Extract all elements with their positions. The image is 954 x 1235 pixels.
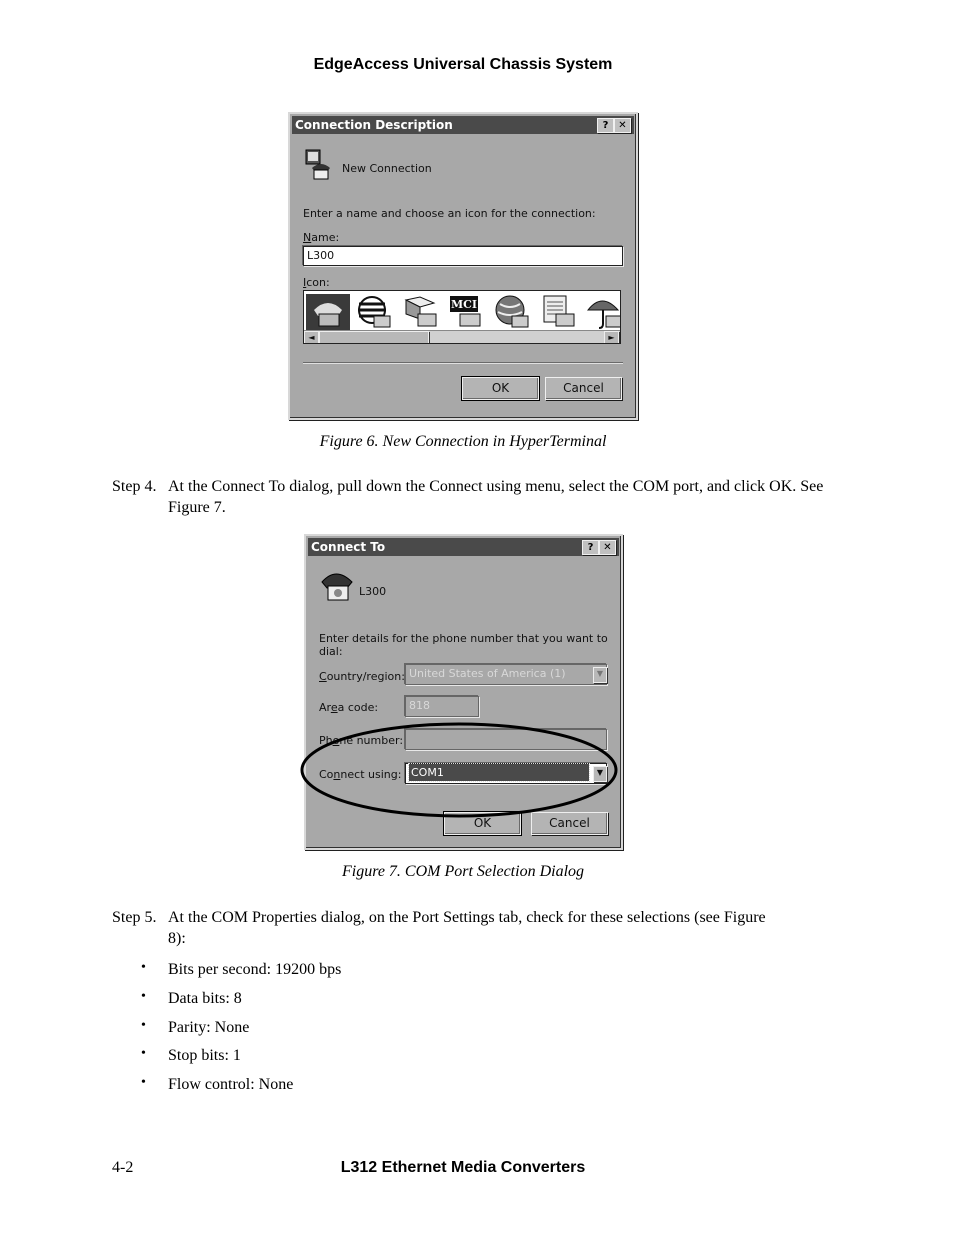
chevron-down-icon[interactable]: ▼ (593, 667, 607, 683)
step-4-text: At the Connect To dialog, pull down the Connect using menu, select the COM port, and click OK. See Figure 7. (168, 478, 824, 516)
separator-line (303, 362, 623, 364)
step-5-number: Step 5. (112, 909, 157, 926)
footer-title: L312 Ethernet Media Converters (340, 1159, 586, 1176)
scroll-right-arrow[interactable]: ► (604, 331, 619, 344)
instruction-text: Enter a name and choose an icon for the connection: (303, 207, 596, 220)
list-item: Bits per second: 19200 bps (168, 961, 342, 978)
att-globe-icon[interactable] (492, 294, 532, 330)
connect-using-label: Connect using: (319, 768, 402, 781)
dialog-titlebar (308, 538, 619, 556)
list-item: Flow control: None (168, 1076, 294, 1093)
mci-icon[interactable] (446, 294, 486, 330)
ok-button[interactable]: OK (462, 377, 539, 400)
phone-icon[interactable] (306, 294, 350, 330)
instruction-text: Enter details for the phone number that you want to dial: (319, 632, 608, 658)
bullet-marker: • (141, 1018, 146, 1033)
icon-list[interactable] (303, 290, 621, 344)
dialog-title: Connection Description (295, 118, 453, 132)
list-item: Parity: None (168, 1019, 250, 1036)
svg-text:MCI: MCI (450, 298, 478, 311)
country-label: Country/region: (319, 670, 405, 683)
phone-number-label: Phone number: (319, 734, 404, 747)
list-item: Stop bits: 1 (168, 1047, 241, 1064)
close-button[interactable]: ✕ (614, 118, 631, 133)
bullet-marker: • (141, 989, 146, 1004)
dialog-title: Connect To (311, 540, 386, 554)
help-button[interactable]: ? (582, 540, 599, 555)
step-5-text: At the COM Properties dialog, on the Port Settings tab, check for these selections (see Figure 8): (168, 909, 766, 947)
bullet-marker: • (141, 1046, 146, 1061)
connection-description-dialog (288, 112, 638, 420)
bullet-marker: • (141, 960, 146, 975)
notebook-phone-icon[interactable] (538, 294, 578, 330)
phone-computer-icon (304, 148, 338, 182)
page-number: 4-2 (112, 1159, 134, 1176)
chevron-down-icon[interactable]: ▼ (593, 766, 607, 782)
close-button[interactable]: ✕ (599, 540, 616, 555)
scroll-left-arrow[interactable]: ◄ (304, 331, 319, 344)
area-code-input[interactable]: 818 (405, 696, 479, 717)
ok-button[interactable]: OK (444, 812, 521, 835)
scroll-thumb[interactable] (319, 331, 429, 344)
help-button[interactable]: ? (597, 118, 614, 133)
name-input[interactable]: L300 (303, 246, 623, 266)
umbrella-icon[interactable] (584, 294, 621, 330)
new-connection-label: New Connection (342, 162, 432, 175)
cancel-button[interactable]: Cancel (545, 377, 622, 400)
icon-scrollbar[interactable] (304, 330, 620, 343)
highlight-ellipse (298, 718, 624, 822)
book-phone-icon[interactable] (400, 294, 440, 330)
page-header: EdgeAccess Universal Chassis System (313, 56, 613, 73)
cancel-button[interactable]: Cancel (531, 812, 608, 835)
phone-icon (318, 568, 356, 604)
connect-using-value: COM1 (409, 764, 589, 781)
icon-label: Icon: (303, 276, 330, 289)
country-select[interactable]: United States of America (1) (405, 664, 607, 685)
step-4-number: Step 4. (112, 478, 157, 495)
area-code-label: Area code: (319, 701, 379, 714)
bullet-marker: • (141, 1075, 146, 1090)
figure-6-caption: Figure 6. New Connection in HyperTerminal (319, 433, 607, 450)
dialog-titlebar (292, 116, 634, 134)
connection-name-label: L300 (359, 585, 387, 598)
globe-phone-icon[interactable] (354, 294, 394, 330)
figure-7-caption: Figure 7. COM Port Selection Dialog (341, 863, 585, 880)
list-item: Data bits: 8 (168, 990, 242, 1007)
name-label: Name: (303, 231, 340, 244)
